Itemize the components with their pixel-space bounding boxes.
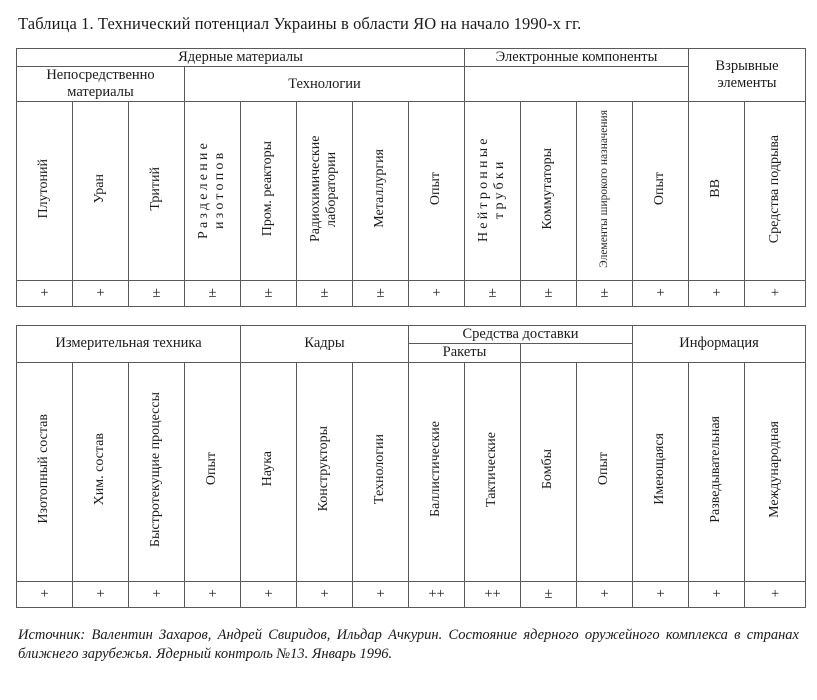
group-header-explosive-elements: Взрывные элементы bbox=[689, 49, 806, 102]
table-cell-mark: ± bbox=[129, 281, 185, 307]
column-header-available-info: Имеющаяся bbox=[633, 362, 689, 581]
column-header-intelligence-info: Разведывательная bbox=[689, 362, 745, 581]
table-2-group-header-row-1 bbox=[17, 326, 806, 344]
table-cell-mark: ++ bbox=[465, 581, 521, 607]
table-cell-mark: + bbox=[577, 581, 633, 607]
table-cell-mark: + bbox=[689, 581, 745, 607]
table-1 bbox=[16, 48, 806, 307]
column-header-explosives: ВВ bbox=[689, 102, 745, 281]
column-header-chemical-composition: Хим. состав bbox=[73, 362, 129, 581]
column-header-radiochemical-labs: Радиохимические лаборатории bbox=[297, 102, 353, 281]
column-header-isotopic-composition: Изотопный состав bbox=[17, 362, 73, 581]
table-2-marks-row bbox=[17, 581, 806, 607]
table-1-block bbox=[16, 48, 801, 307]
table-1-group-header-row-1 bbox=[17, 49, 806, 67]
table-cell-mark: + bbox=[241, 581, 297, 607]
group-header-information: Информация bbox=[633, 326, 806, 362]
column-header-international-info: Международная bbox=[745, 362, 806, 581]
column-header-general-purpose-elements: Элементы широкого назначения bbox=[577, 102, 633, 281]
column-header-technologies-personnel: Технологии bbox=[353, 362, 409, 581]
table-cell-mark: + bbox=[17, 581, 73, 607]
table-2-block bbox=[16, 325, 801, 607]
table-cell-mark: + bbox=[633, 581, 689, 607]
table-cell-mark: + bbox=[129, 581, 185, 607]
table-cell-mark: ± bbox=[521, 281, 577, 307]
table-2 bbox=[16, 325, 806, 607]
source-note: Источник: Валентин Захаров, Андрей Свиридов, Ильдар Ачкурин. Состояние ядерного оружейного комплекса в странах ближнего зарубежья. Ядерный контроль №13. Январь 1996. bbox=[18, 626, 799, 663]
table-1-column-header-row bbox=[17, 102, 806, 281]
subheader-rockets-spacer bbox=[521, 344, 633, 362]
subheader-rockets: Ракеты bbox=[409, 344, 521, 362]
column-header-experience-materials: Опыт bbox=[409, 102, 465, 281]
column-header-switches: Коммутаторы bbox=[521, 102, 577, 281]
group-header-direct-materials: Непосредственно материалы bbox=[17, 67, 185, 102]
group-header-technologies: Технологии bbox=[185, 67, 465, 102]
table-cell-mark: ± bbox=[465, 281, 521, 307]
table-cell-mark: + bbox=[633, 281, 689, 307]
table-cell-mark: + bbox=[353, 581, 409, 607]
group-header-electronic-components: Электронные компоненты bbox=[465, 49, 689, 67]
table-cell-mark: ± bbox=[241, 281, 297, 307]
column-header-isotope-separation: Разделение изотопов bbox=[185, 102, 241, 281]
column-header-tritium: Тритий bbox=[129, 102, 185, 281]
column-header-tactical: Тактические bbox=[465, 362, 521, 581]
table-cell-mark: + bbox=[689, 281, 745, 307]
column-header-bombs: Бомбы bbox=[521, 362, 577, 581]
table-cell-mark: + bbox=[73, 581, 129, 607]
column-header-metallurgy: Металлургия bbox=[353, 102, 409, 281]
table-cell-mark: + bbox=[745, 281, 806, 307]
column-header-experience-delivery: Опыт bbox=[577, 362, 633, 581]
group-header-nuclear-materials: Ядерные материалы bbox=[17, 49, 465, 67]
column-header-experience-measuring: Опыт bbox=[185, 362, 241, 581]
table-cell-mark: ± bbox=[577, 281, 633, 307]
group-header-delivery-means: Средства доставки bbox=[409, 326, 633, 344]
table-caption: Таблица 1. Технический потенциал Украины в области ЯО на начало 1990-х гг. bbox=[18, 14, 582, 33]
column-header-detonation-means: Средства подрыва bbox=[745, 102, 806, 281]
column-header-science: Наука bbox=[241, 362, 297, 581]
table-cell-mark: + bbox=[745, 581, 806, 607]
table-cell-mark: ± bbox=[353, 281, 409, 307]
table-cell-mark: ++ bbox=[409, 581, 465, 607]
group-header-electronic-components-spacer bbox=[465, 67, 689, 102]
column-header-neutron-tubes: Нейтронные трубки bbox=[465, 102, 521, 281]
table-cell-mark: ± bbox=[297, 281, 353, 307]
table-cell-mark: + bbox=[297, 581, 353, 607]
table-cell-mark: + bbox=[185, 581, 241, 607]
table-1-marks-row bbox=[17, 281, 806, 307]
table-cell-mark: ± bbox=[185, 281, 241, 307]
column-header-designers: Конструкторы bbox=[297, 362, 353, 581]
table-cell-mark: + bbox=[73, 281, 129, 307]
column-header-plutonium: Плутоний bbox=[17, 102, 73, 281]
column-header-fast-processes: Быстротекущие процессы bbox=[129, 362, 185, 581]
column-header-experience-electronics: Опыт bbox=[633, 102, 689, 281]
column-header-ballistic: Баллистические bbox=[409, 362, 465, 581]
table-cell-mark: + bbox=[17, 281, 73, 307]
group-header-personnel: Кадры bbox=[241, 326, 409, 362]
table-1-group-header-row-2 bbox=[17, 67, 806, 102]
group-header-measuring-equipment: Измерительная техника bbox=[17, 326, 241, 362]
table-cell-mark: ± bbox=[521, 581, 577, 607]
column-header-uranium: Уран bbox=[73, 102, 129, 281]
table-cell-mark: + bbox=[409, 281, 465, 307]
column-header-industrial-reactors: Пром. реакторы bbox=[241, 102, 297, 281]
table-2-column-header-row bbox=[17, 362, 806, 581]
